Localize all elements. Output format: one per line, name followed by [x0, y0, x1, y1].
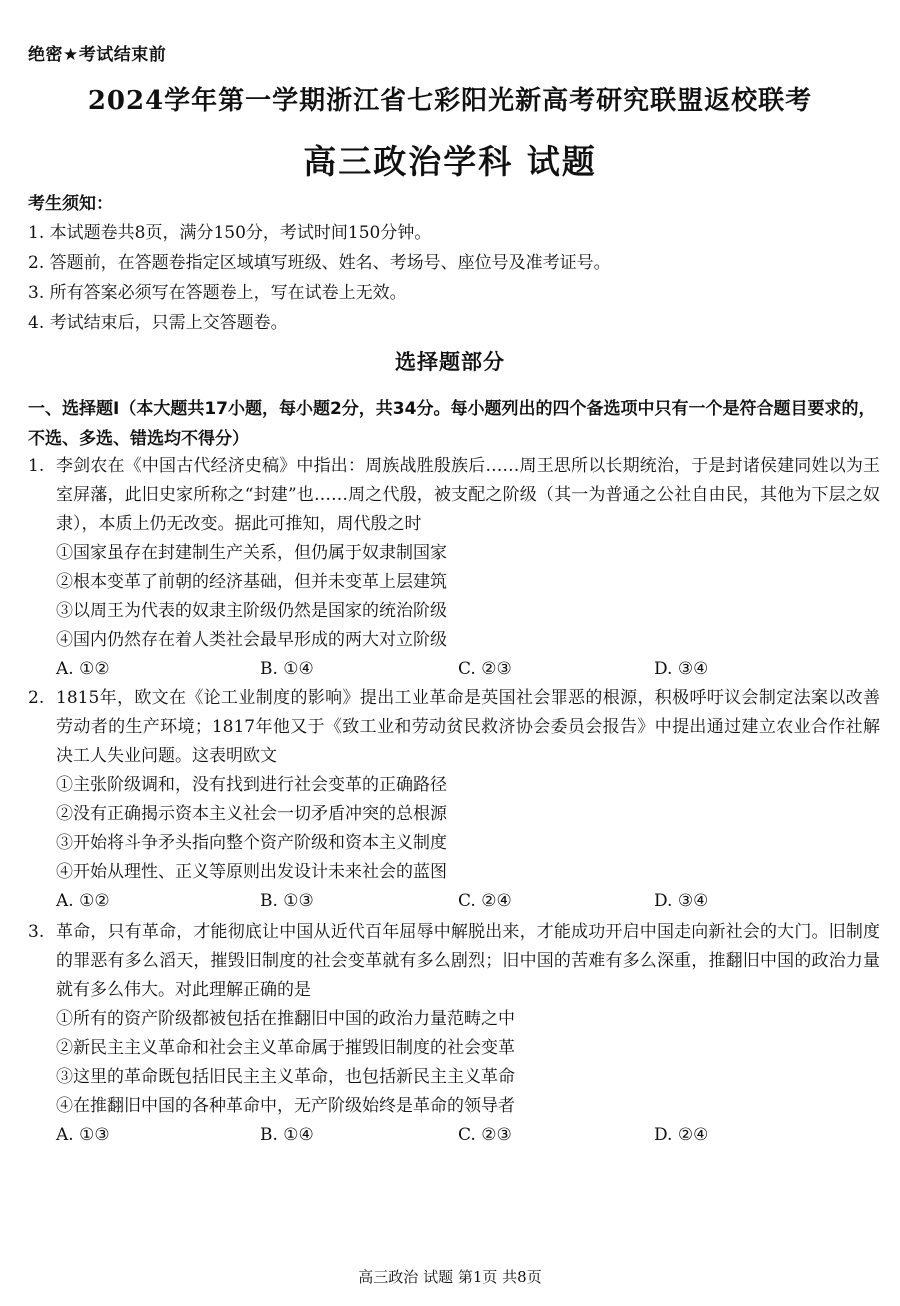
question-option: ②没有正确揭示资本主义社会一切矛盾冲突的总根源	[56, 804, 447, 824]
question-stem	[28, 452, 880, 539]
question-option: ①主张阶级调和，没有找到进行社会变革的正确路径	[56, 775, 447, 795]
notice-item-4: 4. 考试结束后，只需上交答题卷。	[28, 313, 288, 333]
question-text: 1815年，欧文在《论工业制度的影响》提出工业革命是英国社会罪恶的根源，积极呼吁议会制定法案以改善劳动者的生产环境；1817年他又于《致工业和劳动贫民救济协会委员会报告》中提出通过建立农业合作社解决工人失业问题。这表明欧文	[56, 688, 880, 766]
candidate-notice	[28, 190, 878, 338]
notice-item-1: 1. 本试题卷共8页，满分150分，考试时间150分钟。	[28, 223, 432, 243]
page-footer: 高三政治 试题 第1页 共8页	[358, 1268, 542, 1286]
choice-b: B. ①③	[260, 891, 314, 911]
question-option: ②新民主主义革命和社会主义革命属于摧毁旧制度的社会变革	[56, 1038, 515, 1058]
choice-c: C. ②③	[458, 659, 512, 679]
answer-choices	[28, 887, 880, 917]
question-option: ③以周王为代表的奴隶主阶级仍然是国家的统治阶级	[56, 601, 447, 621]
question-option: ④国内仍然存在着人类社会最早形成的两大对立阶级	[56, 630, 447, 650]
choice-b: B. ①④	[260, 659, 314, 679]
question-2	[28, 684, 880, 917]
question-number: 3.	[28, 922, 45, 942]
question-option: ②根本变革了前朝的经济基础，但并未变革上层建筑	[56, 572, 447, 592]
question-stem	[28, 684, 880, 771]
section-title: 选择题部分	[395, 350, 505, 374]
question-stem	[28, 918, 880, 1005]
question-text: 李剑农在《中国古代经济史稿》中指出：周族战胜殷族后……周王思所以长期统治，于是封诸侯建同姓以为王室屏藩，此旧史家所称之“封建”也……周之代殷，被支配之阶级（其一为普通之公社自由民，其他为下层之奴隶），本质上仍无改变。据此可推知，周代殷之时	[56, 456, 880, 534]
choice-a: A. ①②	[56, 891, 110, 911]
choice-b: B. ①④	[260, 1125, 314, 1145]
question-option: ④在推翻旧中国的各种革命中，无产阶级始终是革命的领导者	[56, 1096, 515, 1116]
question-option: ①国家虽存在封建制生产关系，但仍属于奴隶制国家	[56, 543, 447, 563]
notice-item-3: 3. 所有答案必须写在答题卷上，写在试卷上无效。	[28, 283, 407, 303]
answer-choices	[28, 655, 880, 685]
question-number: 2.	[28, 688, 45, 708]
answer-choices	[28, 1121, 880, 1151]
question-text: 革命，只有革命，才能彻底让中国从近代百年屈辱中解脱出来，才能成功开启中国走向新社会的大门。旧制度的罪恶有多么滔天，摧毁旧制度的社会变革就有多么剧烈；旧中国的苦难有多么深重，推翻旧中国的政治力量就有多么伟大。对此理解正确的是	[56, 922, 880, 1000]
question-option: ①所有的资产阶级都被包括在推翻旧中国的政治力量范畴之中	[56, 1009, 515, 1029]
choice-d: D. ②④	[654, 1125, 709, 1145]
question-option: ④开始从理性、正义等原则出发设计未来社会的蓝图	[56, 862, 447, 882]
choice-c: C. ②③	[458, 1125, 512, 1145]
question-3	[28, 918, 880, 1151]
question-1	[28, 452, 880, 685]
choice-a: A. ①②	[56, 659, 110, 679]
secret-label: 绝密★考试结束前	[28, 45, 167, 65]
section-instruction: 一、选择题Ⅰ（本大题共17小题，每小题2分，共34分。每小题列出的四个备选项中只有一个是符合题目要求的，不选、多选、错选均不得分）	[28, 399, 876, 449]
question-option: ③这里的革命既包括旧民主主义革命，也包括新民主主义革命	[56, 1067, 515, 1087]
notice-heading: 考生须知：	[28, 194, 113, 214]
question-number: 1.	[28, 456, 45, 476]
exam-subtitle: 高三政治学科 试题	[303, 142, 597, 181]
notice-item-2: 2. 答题前，在答题卷指定区域填写班级、姓名、考场号、座位号及准考证号。	[28, 253, 611, 273]
choice-d: D. ③④	[654, 891, 709, 911]
choice-d: D. ③④	[654, 659, 709, 679]
question-option: ③开始将斗争矛头指向整个资产阶级和资本主义制度	[56, 833, 447, 853]
choice-a: A. ①③	[56, 1125, 110, 1145]
exam-title: 2024学年第一学期浙江省七彩阳光新高考研究联盟返校联考	[87, 86, 813, 116]
choice-c: C. ②④	[458, 891, 512, 911]
